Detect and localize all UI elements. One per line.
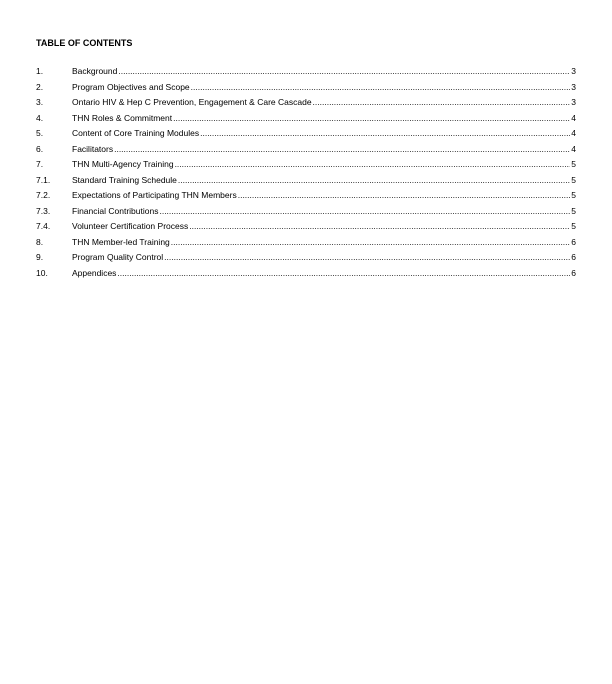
toc-entry-page: 4 <box>571 128 576 138</box>
toc-entry-label: Standard Training Schedule <box>72 174 177 185</box>
toc-entry-label: Volunteer Certification Process <box>72 221 189 231</box>
toc-entry-page: 5 <box>571 221 576 231</box>
toc-heading: TABLE OF CONTENTS <box>36 38 133 48</box>
toc-entry-page: 6 <box>571 267 576 278</box>
toc-entry[interactable] <box>36 111 576 127</box>
toc-entry[interactable] <box>36 219 576 235</box>
toc-entry-label: Program Objectives and Scope <box>72 81 190 92</box>
toc-entry-page: 3 <box>571 81 576 92</box>
toc-entry[interactable] <box>36 80 576 96</box>
toc-dot-leader <box>164 250 570 266</box>
toc-entry[interactable] <box>36 95 576 111</box>
toc-dot-leader <box>200 126 570 142</box>
toc-entry-number: 9. <box>36 252 44 262</box>
toc-entry-page: 3 <box>571 97 576 107</box>
toc-entry[interactable] <box>36 173 576 189</box>
toc-entry-number: 5. <box>36 128 44 138</box>
toc-entry-number: 7.2. <box>36 190 51 200</box>
toc-entry-label: Appendices <box>72 267 117 278</box>
toc-entry-label: Content of Core Training Modules <box>72 128 200 138</box>
toc-dot-leader <box>238 188 571 204</box>
toc-entry-label: Financial Contributions <box>72 205 159 216</box>
toc-entry-number: 10. <box>36 267 48 278</box>
toc-entry-number: 8. <box>36 236 44 247</box>
toc-dot-leader <box>191 80 571 96</box>
toc-dot-leader <box>175 157 571 173</box>
toc-entry-number: 7.1. <box>36 174 51 185</box>
toc-dot-leader <box>313 95 571 111</box>
toc-entry-label: Facilitators <box>72 143 114 154</box>
toc-entry-page: 6 <box>571 252 576 262</box>
toc-entry-number: 3. <box>36 97 44 107</box>
toc-dot-leader <box>171 235 570 251</box>
toc-entry-label: THN Member-led Training <box>72 236 170 247</box>
toc-entry-number: 1. <box>36 66 44 76</box>
toc-entry-label: Background <box>72 66 118 76</box>
toc-entry[interactable] <box>36 142 576 158</box>
toc-dot-leader <box>178 173 570 189</box>
toc-entry-page: 4 <box>571 143 576 154</box>
toc-entry-page: 4 <box>571 112 576 123</box>
toc-entry[interactable] <box>36 126 576 142</box>
toc-entry-page: 5 <box>571 159 576 169</box>
toc-entry[interactable] <box>36 157 576 173</box>
toc-entry-label: Program Quality Control <box>72 252 164 262</box>
toc-entry-page: 3 <box>571 66 576 76</box>
toc-entry-page: 6 <box>571 236 576 247</box>
toc-entry-label: Ontario HIV & Hep C Prevention, Engagement & Care Cascade <box>72 97 312 107</box>
toc-entry-page: 5 <box>571 174 576 185</box>
toc-entry[interactable] <box>36 204 576 220</box>
toc-entry-page: 5 <box>571 190 576 200</box>
toc-entry[interactable] <box>36 235 576 251</box>
toc-dot-leader <box>159 204 570 220</box>
toc-entry-label: Expectations of Participating THN Members <box>72 190 237 200</box>
toc-dot-leader <box>118 64 570 80</box>
toc-list <box>36 64 576 281</box>
toc-entry[interactable] <box>36 188 576 204</box>
toc-entry-number: 2. <box>36 81 44 92</box>
toc-entry-label: THN Multi-Agency Training <box>72 159 174 169</box>
toc-entry-page: 5 <box>571 205 576 216</box>
toc-entry-label: THN Roles & Commitment <box>72 112 173 123</box>
toc-dot-leader <box>173 111 570 127</box>
toc-entry[interactable] <box>36 266 576 282</box>
toc-entry-number: 7.4. <box>36 221 51 231</box>
toc-entry[interactable] <box>36 64 576 80</box>
toc-entry-number: 7. <box>36 159 44 169</box>
toc-dot-leader <box>117 266 570 282</box>
toc-entry[interactable] <box>36 250 576 266</box>
toc-entry-number: 6. <box>36 143 44 154</box>
toc-entry-number: 7.3. <box>36 205 51 216</box>
toc-dot-leader <box>114 142 570 158</box>
toc-dot-leader <box>189 219 570 235</box>
toc-entry-number: 4. <box>36 112 44 123</box>
